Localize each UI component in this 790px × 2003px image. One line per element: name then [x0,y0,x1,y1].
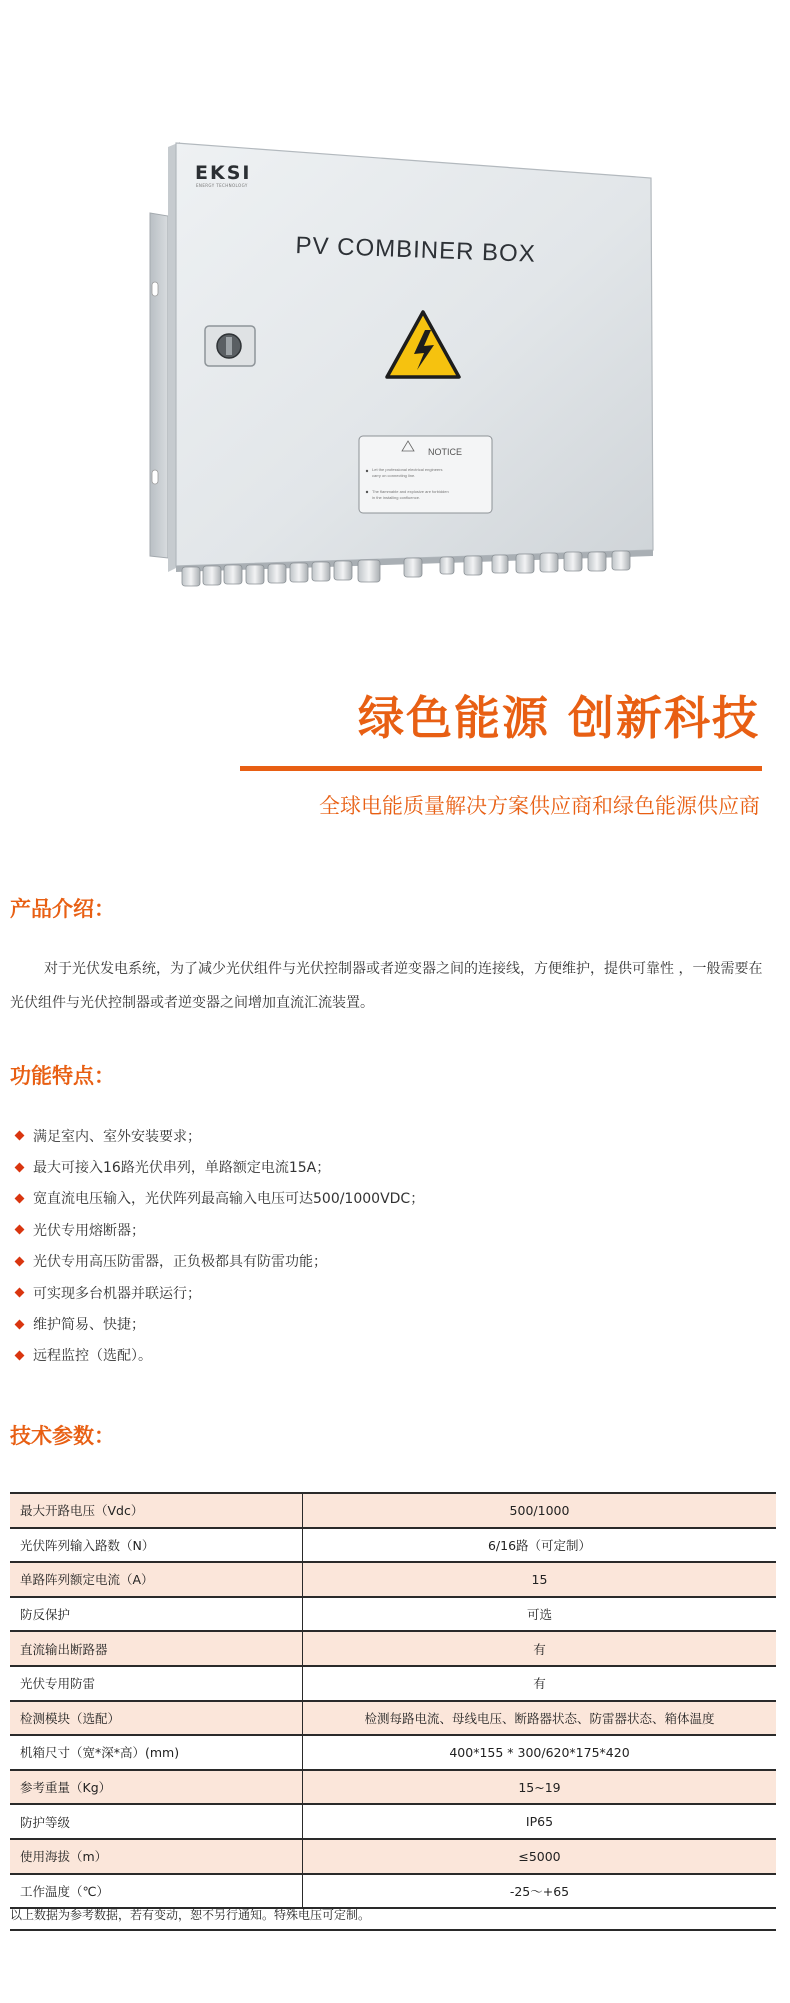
brand-logo: EKSI [195,162,252,184]
spec-value: 6/16路（可定制） [303,1528,777,1563]
spec-label: 参考重量（Kg） [10,1770,303,1805]
slogan-divider [240,766,762,771]
diamond-bullet-icon [15,1288,25,1298]
spec-row [10,1701,776,1736]
diamond-bullet-icon [15,1194,25,1204]
spec-value: 检测每路电流、母线电压、断路器状态、防雷器状态、箱体温度 [303,1701,777,1736]
notice-line: carry on connecting line. [372,473,416,478]
spec-value: 400*155 * 300/620*175*420 [303,1735,777,1770]
diamond-bullet-icon [15,1319,25,1329]
feature-item [14,1340,424,1371]
spec-label: 防反保护 [10,1597,303,1632]
feature-item [14,1308,424,1339]
feature-text: 最大可接入16路光伏串列，单路额定电流15A； [33,1160,331,1177]
diamond-bullet-icon [15,1225,25,1235]
feature-list [14,1120,424,1371]
spec-label: 最大开路电压（Vdc） [10,1493,303,1528]
feature-item [14,1246,424,1277]
spec-value: ≤5000 [303,1839,777,1874]
spec-row [10,1666,776,1701]
spec-label: 光伏专用防雷 [10,1666,303,1701]
spec-label: 工作温度（℃） [10,1874,303,1909]
spec-footnote: 以上数据为参考数据，若有变动，恕不另行通知。特殊电压可定制。 [10,1908,371,1922]
spec-label: 光伏阵列输入路数（N） [10,1528,303,1563]
spec-table [10,1492,776,1909]
spec-label: 检测模块（选配） [10,1701,303,1736]
brand-tagline: ENERGY TECHNOLOGY [196,183,248,188]
features-heading: 功能特点： [10,1064,115,1088]
feature-item [14,1151,424,1182]
feature-text: 光伏专用熔断器； [33,1222,145,1239]
box-title: PV COMBINER BOX [295,232,537,268]
spec-value: 15 [303,1562,777,1597]
spec-value: 有 [303,1666,777,1701]
spec-value: 可选 [303,1597,777,1632]
feature-text: 满足室内、室外安装要求； [33,1128,201,1145]
spec-label: 单路阵列额定电流（A） [10,1562,303,1597]
footnote-divider [10,1929,776,1931]
spec-value: 500/1000 [303,1493,777,1528]
spec-row [10,1597,776,1632]
spec-row [10,1770,776,1805]
spec-value: -25～+65 [303,1874,777,1909]
feature-text: 维护简易、快捷； [33,1317,145,1334]
spec-row [10,1735,776,1770]
spec-row [10,1528,776,1563]
product-photo [0,0,790,640]
feature-item [14,1277,424,1308]
spec-label: 直流输出断路器 [10,1631,303,1666]
spec-value: IP65 [303,1804,777,1839]
feature-text: 宽直流电压输入，光伏阵列最高输入电压可达500/1000VDC； [33,1191,425,1208]
diamond-bullet-icon [15,1350,25,1360]
slogan-title: 绿色能源 创新科技 [357,691,760,745]
feature-item [14,1120,424,1151]
specs-heading: 技术参数： [10,1424,115,1448]
spec-label: 使用海拔（m） [10,1839,303,1874]
feature-item [14,1183,424,1214]
feature-text: 可实现多台机器并联运行； [33,1285,201,1302]
spec-row [10,1493,776,1528]
spec-row [10,1631,776,1666]
diamond-bullet-icon [15,1131,25,1141]
feature-text: 光伏专用高压防雷器，正负极都具有防雷功能； [33,1254,327,1271]
spec-label: 机箱尺寸（宽*深*高）(mm) [10,1735,303,1770]
spec-row [10,1874,776,1909]
diamond-bullet-icon [15,1256,25,1266]
spec-label: 防护等级 [10,1804,303,1839]
notice-title: NOTICE [428,447,463,457]
notice-line: in the installing confluence. [372,495,421,500]
combiner-box-illustration [0,0,790,640]
spec-row [10,1804,776,1839]
feature-text: 远程监控（选配）。 [33,1348,152,1365]
diamond-bullet-icon [15,1162,25,1172]
spec-value: 有 [303,1631,777,1666]
spec-row [10,1562,776,1597]
notice-line: Let the professional electrical engineers [372,467,443,472]
intro-heading: 产品介绍： [10,897,115,921]
spec-row [10,1839,776,1874]
spec-value: 15~19 [303,1770,777,1805]
intro-text: 对于光伏发电系统，为了减少光伏组件与光伏控制器或者逆变器之间的连接线，方便维护，提供可靠性 ，一般需要在光伏组件与光伏控制器或者逆变器之间增加直流汇流装置。 [10,961,763,1011]
notice-line: The flammable and explosive are forbidden [372,489,449,494]
feature-item [14,1214,424,1245]
slogan-subtitle: 全球电能质量解决方案供应商和绿色能源供应商 [319,794,760,818]
